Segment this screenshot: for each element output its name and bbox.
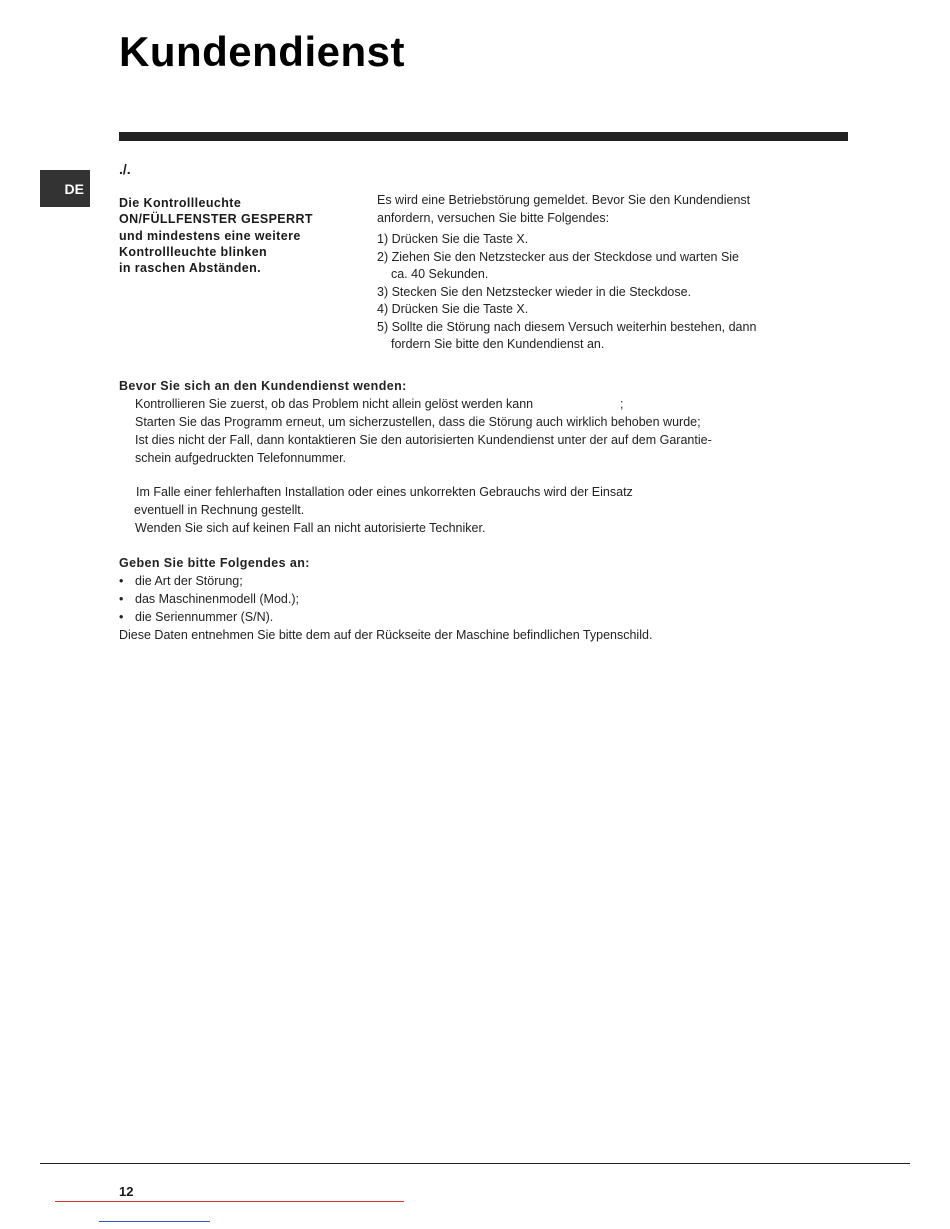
error-indicator-heading <box>119 195 349 276</box>
provide-info-note: Diese Daten entnehmen Sie bitte dem auf der Rückseite der Maschine befindlichen Typenschild. <box>119 628 653 642</box>
red-underline <box>55 1201 404 1202</box>
error-heading-line: Die Kontrollleuchte <box>119 196 242 210</box>
before-service-line: Starten Sie das Programm erneut, um sicherzustellen, dass die Störung auch wirklich behoben wurde; <box>135 415 701 429</box>
error-heading-line: in raschen Abständen. <box>119 261 261 276</box>
remedy-step-continuation: fordern Sie bitte den Kundendienst an. <box>391 337 605 351</box>
section-mark: ./. <box>119 161 131 177</box>
before-service-section <box>119 377 819 467</box>
remedy-step-continuation: ca. 40 Sekunden. <box>391 267 489 281</box>
warning-line: Im Falle einer fehlerhaften Installation oder eines unkorrekten Gebrauchs wird der Einsatz <box>136 485 633 499</box>
remedy-step: 2) Ziehen Sie den Netzstecker aus der Steckdose und warten Sie <box>377 249 740 264</box>
remedy-step: 4) Drücken Sie die Taste X. <box>377 302 529 316</box>
remedy-step: 1) Drücken Sie die Taste X. <box>377 232 529 246</box>
page-title: Kundendienst <box>119 28 405 75</box>
language-tab: DE <box>40 170 90 207</box>
error-remedy <box>377 192 817 354</box>
before-service-line: schein aufgedruckten Telefonnummer. <box>135 451 347 465</box>
before-service-heading: Bevor Sie sich an den Kundendienst wenden: <box>119 379 407 393</box>
provide-info-list <box>119 572 819 626</box>
before-service-line: Kontrollieren Sie zuerst, ob das Problem nicht allein gelöst werden kann ; <box>135 397 624 411</box>
page-number: 12 <box>119 1184 134 1199</box>
title-divider <box>119 132 848 141</box>
remedy-step: 5) Sollte die Störung nach diesem Versuch weiterhin bestehen, dann <box>377 319 757 334</box>
provide-info-section <box>119 554 819 644</box>
remedy-intro-line: Es wird eine Betriebstörung gemeldet. Bevor Sie den Kundendienst <box>377 193 751 207</box>
error-heading-line: Kontrollleuchte blinken <box>119 244 268 259</box>
remedy-steps <box>377 231 817 354</box>
provide-info-heading: Geben Sie bitte Folgendes an: <box>119 556 310 570</box>
before-service-line: Ist dies nicht der Fall, dann kontaktieren Sie den autorisierten Kundendienst unter der auf dem Garantie- <box>135 433 712 447</box>
warning-line: Wenden Sie sich auf keinen Fall an nicht autorisierte Techniker. <box>135 521 486 535</box>
warning-line: eventuell in Rechnung gestellt. <box>134 503 305 517</box>
list-item: • die Seriennummer (S/N). <box>119 608 819 626</box>
warning-section <box>134 483 814 537</box>
error-heading-line: ON/FÜLLFENSTER GESPERRT <box>119 212 313 227</box>
remedy-step: 3) Stecken Sie den Netzstecker wieder in die Steckdose. <box>377 284 692 299</box>
blue-underline <box>99 1221 210 1222</box>
error-heading-line: und mindestens eine weitere <box>119 228 301 243</box>
list-item: • das Maschinenmodell (Mod.); <box>119 590 819 608</box>
list-item: • die Art der Störung; <box>119 572 819 590</box>
footer-divider <box>40 1163 910 1164</box>
remedy-intro-line: anfordern, versuchen Sie bitte Folgendes: <box>377 210 610 225</box>
